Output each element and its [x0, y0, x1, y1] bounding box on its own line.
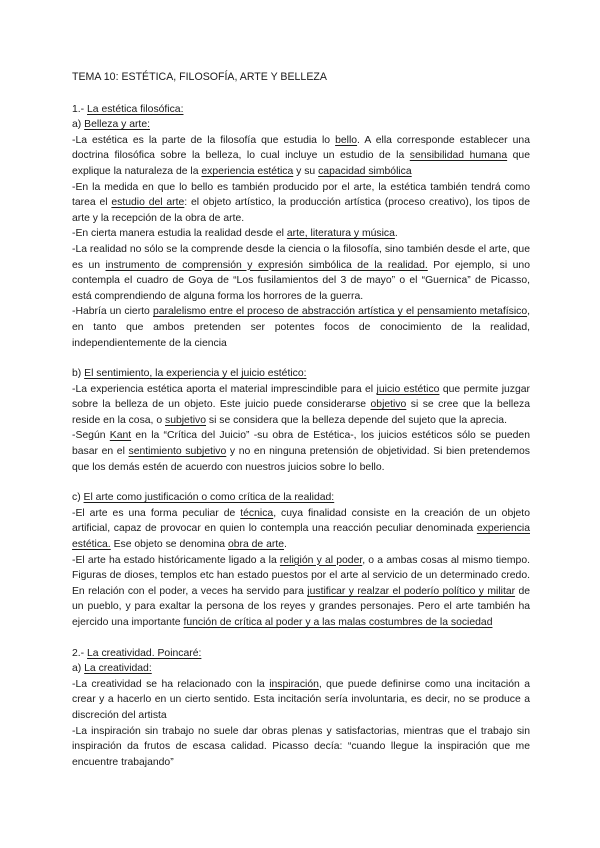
paragraph: -El arte ha estado históricamente ligado a la religión y al poder, o a ambas cosas al mismo tiempo. Figuras de dioses, templos etc han estado puestos por el arte al servicio de un determinado credo. En relación con el poder, a veces ha servido para justificar y realzar el poderío político y militar de un pueblo, y para exaltar la persona de los reyes y grandes personajes. Pero el arte también ha ejercido una importante función de crítica al poder y a las malas costumbres de la sociedad	[72, 554, 531, 628]
paragraph: -La realidad no sólo se la comprende desde la ciencia o la filosofía, sino también desde el arte, que es un instrumento de comprensión y expresión simbólica de la realidad. Por ejemplo, si uno contempla el cuadro de Goya de “Los fusilamientos del 3 de mayo” o el “Guernica” de Picasso, está comprendiendo de alguna forma los horrores de la guerra.	[72, 243, 530, 302]
paragraph: -El arte es una forma peculiar de técnica, cuya finalidad consiste en la creación de un objeto artificial, capaz de provocar en quien lo contempla una reacción peculiar denominada experiencia estética. Ese objeto se denomina obra de arte.	[72, 507, 530, 551]
paragraph: -La creatividad se ha relacionado con la inspiración, que puede definirse como una incitación a crear y a hacerlo en un cierto sentido. Esta incitación sería involuntaria, es decir, no se produce a discreción del artista	[72, 678, 530, 721]
document-content	[72, 70, 530, 770]
paragraph: -Según Kant en la “Crítica del Juicio” -su obra de Estética-, los juicios estéticos sólo se pueden basar en el sentimiento subjetivo y no en ninguna pretensión de objetividad. Si bien pretendemos que los demás estén de acuerdo con nuestros juicios sobre lo bello.	[72, 430, 530, 473]
document-title: TEMA 10: ESTÉTICA, FILOSOFÍA, ARTE Y BELLEZA	[72, 71, 327, 83]
paragraph: -La estética es la parte de la filosofía que estudia lo bello. A ella corresponde establecer una doctrina filosófica sobre la belleza, lo cual incluye un estudio de la sensibilidad humana que explique la naturaleza de la experiencia estética y su capacidad simbólica	[72, 134, 530, 177]
paragraph: -Habría un cierto paralelismo entre el proceso de abstracción artística y el pensamiento metafísico, en tanto que ambos pretenden ser potentes focos de conocimiento de la realidad, independientemente de la ciencia	[72, 306, 531, 349]
spacer	[72, 631, 530, 646]
paragraph: -En la medida en que lo bello es también producido por el arte, la estética también tendrá como tarea el estudio del arte: el objeto artístico, la producción artística (proceso creativo), los tipos de arte y la recepción de la obra de arte.	[72, 181, 530, 224]
section-2-heading: 2.- La creatividad. Poincaré:	[72, 647, 202, 659]
paragraph: -La inspiración sin trabajo no suele dar obras plenas y satisfactorias, mientras que el trabajo sin inspiración da frutos de escasa calidad. Picasso decía: “cuando llegue la inspiración que me encuentre trabajando”	[72, 725, 530, 768]
spacer	[72, 475, 530, 490]
paragraph: -La experiencia estética aporta el material imprescindible para el juicio estético que permite juzgar sobre la belleza de un objeto. Este juicio puede considerarse objetivo si se cree que la belleza reside en la cosa, o subjetivo si se considera que la belleza depende del sujeto que la aprecia.	[72, 383, 530, 426]
subsection-a-heading: a) Belleza y arte:	[72, 119, 150, 131]
subsection-c-heading: c) El arte como justificación o como crítica de la realidad:	[72, 492, 335, 504]
spacer	[72, 351, 530, 366]
subsection-a-heading: a) La creatividad:	[72, 663, 152, 675]
section-1-heading: 1.- La estética filosófica:	[72, 103, 184, 115]
paragraph: -En cierta manera estudia la realidad desde el arte, literatura y música.	[72, 228, 398, 240]
subsection-b-heading: b) El sentimiento, la experiencia y el juicio estético:	[72, 368, 307, 380]
